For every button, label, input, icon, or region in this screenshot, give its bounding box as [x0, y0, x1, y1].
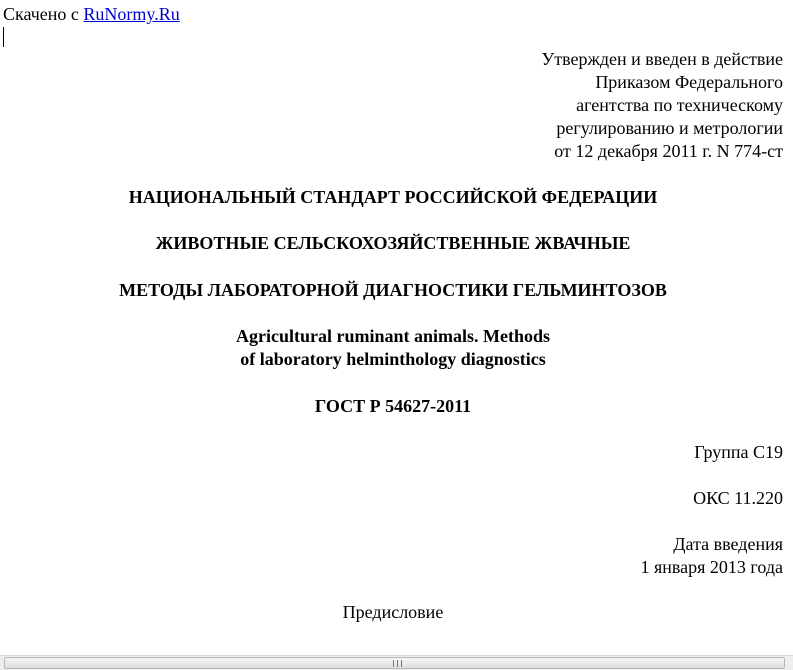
text-cursor	[3, 27, 4, 47]
grip-icon	[393, 660, 402, 667]
english-title-line1: Agricultural ruminant animals. Methods	[235, 326, 550, 346]
approval-line: от 12 декабря 2011 г. N 774-ст	[554, 141, 783, 161]
scrollbar-thumb[interactable]	[4, 657, 785, 669]
english-title-line2: of laboratory helminthology diagnostics	[240, 349, 546, 369]
group-label: Группа С19	[694, 442, 783, 462]
approval-block	[541, 48, 783, 163]
approval-line: Утвержден и введен в действие	[541, 49, 783, 69]
subject-title: ЖИВОТНЫЕ СЕЛЬСКОХОЗЯЙСТВЕННЫЕ ЖВАЧНЫЕ	[155, 233, 631, 253]
date-value: 1 января 2013 года	[640, 557, 783, 577]
horizontal-scrollbar[interactable]	[0, 655, 793, 670]
gost-number: ГОСТ Р 54627-2011	[314, 396, 472, 416]
source-link[interactable]: RuNormy.Ru	[83, 4, 180, 24]
approval-line: Приказом Федерального	[595, 72, 783, 92]
methods-title: МЕТОДЫ ЛАБОРАТОРНОЙ ДИАГНОСТИКИ ГЕЛЬМИНТОЗОВ	[119, 280, 667, 300]
standard-title: НАЦИОНАЛЬНЫЙ СТАНДАРТ РОССИЙСКОЙ ФЕДЕРАЦИИ	[128, 187, 658, 207]
oks-label: ОКС 11.220	[693, 488, 783, 508]
source-prefix: Скачено с	[3, 4, 84, 24]
approval-line: агентства по техническому	[576, 95, 783, 115]
preface-heading: Предисловие	[342, 602, 444, 622]
source-line	[3, 3, 180, 26]
date-label: Дата введения	[673, 534, 783, 554]
approval-line: регулированию и метрологии	[556, 118, 783, 138]
